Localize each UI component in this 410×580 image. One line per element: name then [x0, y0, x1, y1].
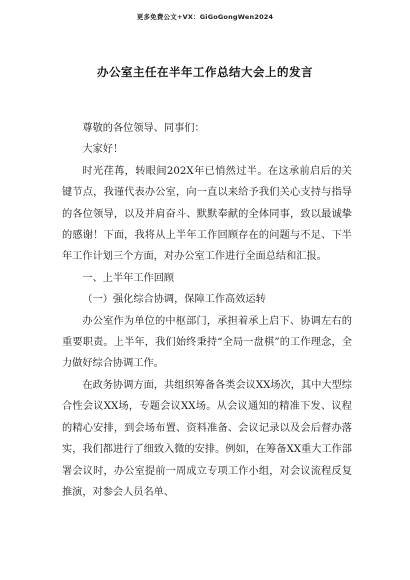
document-body [62, 118, 352, 503]
intro-paragraph: 时光荏苒，转眼间202X年已悄然过半。在这承前启后的关键节点，我谨代表办公室，向一直以来给予我们关心支持与指导的各位领导，以及并肩奋斗、默默奉献的全体同事，致以最诚挚的感谢！下面，我将从上半年工作回顾存在的问题与不足、下半年工作计划三个方面，对办公室工作进行全面总结和汇报。 [62, 165, 352, 263]
subsection-heading-1: （一）强化综合协调，保障工作高效运转 [82, 294, 266, 306]
salutation: 尊敬的各位领导、同事们： [82, 123, 205, 134]
section-heading-1: 一、上半年工作回顾 [82, 272, 175, 284]
document-title: 办公室主任在半年工作总结大会上的发言 [97, 65, 313, 79]
body-paragraph: 在政务协调方面，共组织筹备各类会议XX场次，其中大型综合性会议XX场，专题会议XX场。从会议通知的精准下发、议程的精心安排，到会场布置、资料准备、会议记录以及会后督办落实，我们都进行了细致入微的安排。例如，在筹备XX重大工作部署会议时，办公室提前一周成立专项工作小组，对会议流程反复推演，对参会人员名单、 [62, 379, 352, 498]
body-paragraph: 办公室作为单位的中枢部门，承担着承上启下、协调左右的重要职责。上半年，我们始终秉持“全局一盘棋”的工作理念，全力做好综合协调工作。 [62, 315, 352, 370]
header-note: 更多免费公文+VX：GiGoGongWen2024 [136, 13, 274, 21]
greeting: 大家好！ [82, 144, 124, 156]
